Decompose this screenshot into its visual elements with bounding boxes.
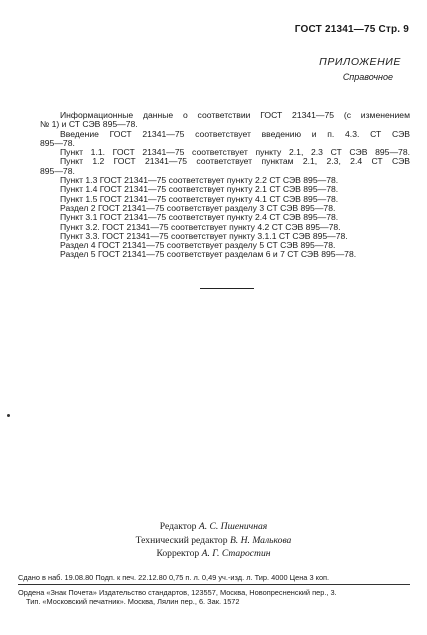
credit-corrector [0,547,427,561]
divider [200,288,254,289]
text-line: Раздел 4 ГОСТ 21341—75 соответствует разделу 5 СТ СЭВ 895—78. [60,240,336,251]
text-line: 895—78. [40,137,75,148]
credit-tech-editor [0,534,427,548]
text-line: Пункт 1.5 ГОСТ 21341—75 соответствует пункту 4.1 СТ СЭВ 895—78. [60,193,339,204]
correspondence-text [40,111,410,260]
credit-editor [0,520,427,534]
imprint-block [18,573,410,606]
margin-mark [7,414,10,417]
imprint-line: Сдано в наб. 19.08.80 Подп. к печ. 22.12.80 0,75 п. л. 0,49 уч.-изд. л. Тир. 4000 Цена 3 коп. [18,573,410,585]
credit-role: Технический редактор [135,534,228,546]
text-line: Пункт 3.1 ГОСТ 21341—75 соответствует пункту 2.4 СТ СЭВ 895—78. [60,212,339,223]
imprint-line: Ордена «Знак Почета» Издательство стандартов, 123557, Москва, Новопресненский пер., 3. [18,588,337,597]
text-line: Пункт 1.3 ГОСТ 21341—75 соответствует пункту 2.2 СТ СЭВ 895—78. [60,175,339,186]
text-line: Раздел 2 ГОСТ 21341—75 соответствует разделу 3 СТ СЭВ 895—78. [60,202,336,213]
page-header: ГОСТ 21341—75 Стр. 9 [294,24,409,35]
credit-role: Редактор [159,521,197,532]
credit-role: Корректор [156,548,200,559]
appendix-subtitle: Справочное [342,72,393,82]
appendix-title: ПРИЛОЖЕНИЕ [319,56,401,68]
text-line: Пункт 1.2 ГОСТ 21341—75 соответствует пунктам 2.1, 2.3, 2.4 СТ СЭВ [60,156,410,167]
credit-name: А. Г. Старостин [201,548,271,559]
credit-name: В. Н. Малькова [229,534,292,546]
text-line: Введение ГОСТ 21341—75 соответствует введению и п. 4.3. СТ СЭВ [60,128,410,139]
text-line: Пункт 3.3. ГОСТ 21341—75 соответствует пункту 3.1.1 СТ СЭВ 895—78. [60,230,348,241]
text-line: Пункт 3.2. ГОСТ 21341—75 соответствует пункту 4.2 СТ СЭВ 895—78. [60,221,341,232]
text-line: Пункт 1.1. ГОСТ 21341—75 соответствует пункту 2.1, 2.3 СТ СЭВ 895—78. [60,147,410,158]
text-line: Информационные данные о соответствии ГОСТ 21341—75 (с изменением [60,110,410,120]
text-line: № 1) и СТ СЭВ 895—78. [40,119,138,130]
credits-block [0,520,427,561]
credit-name: А. С. Пшеничная [198,521,268,532]
text-line: 895—78. [40,165,75,176]
text-line: Раздел 5 ГОСТ 21341—75 соответствует разделам 6 и 7 СТ СЭВ 895—78. [60,249,357,260]
imprint-line: Тип. «Московский печатник». Москва, Лялин пер., 6. Зак. 1572 [26,597,240,606]
text-line: Пункт 1.4 ГОСТ 21341—75 соответствует пункту 2.1 СТ СЭВ 895—78. [60,184,339,195]
